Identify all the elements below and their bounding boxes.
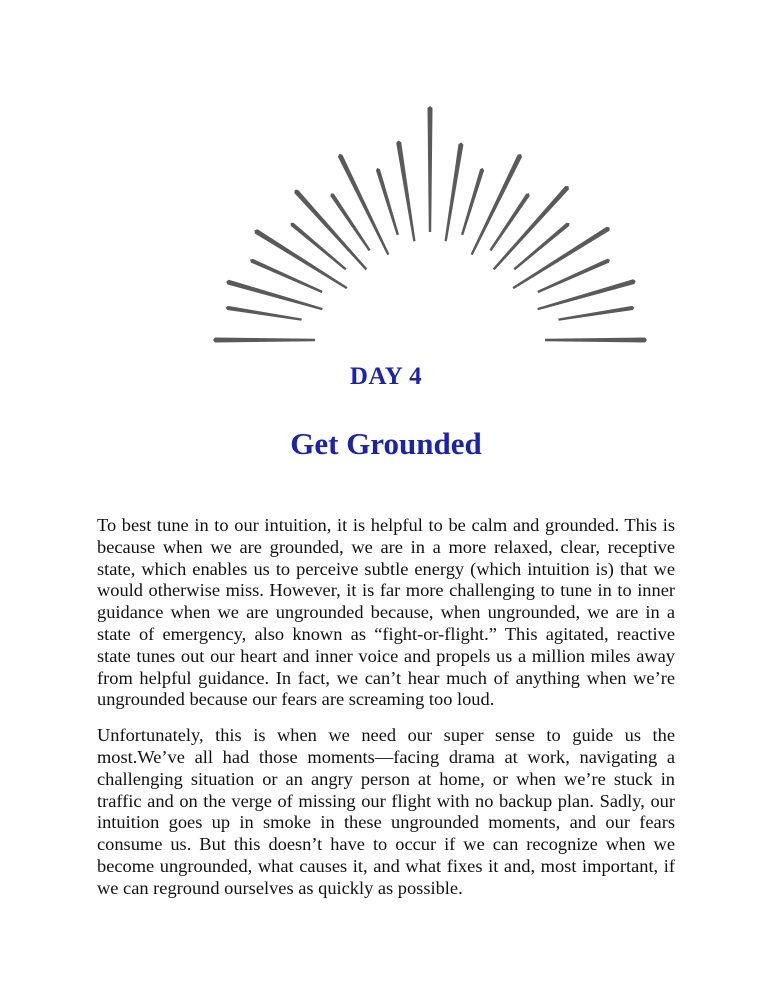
chapter-title: Get Grounded	[290, 426, 482, 461]
sun-ray-11	[396, 141, 415, 242]
paragraph-2: Unfortunately, this is when we need our super sense to guide us the most.We’ve all had those moments—facing drama at work, navigating a challenging situation or an angry person at home, or when we’re stuck in traffic and on the verge of missing our flight with no backup plan. Sadly, our intuition goes up in smoke in these ungrounded moments, and our fears consume us. But this doesn’t have to occur if we can recognize when we become ungrounded, what causes it, and what fixes it and, most important, if we can reground ourselves as quickly as possible.	[97, 725, 675, 898]
sun-ray-12	[428, 106, 433, 232]
day-label: DAY 4	[349, 363, 423, 390]
sunburst-ornament	[0, 0, 772, 360]
sun-ray-13	[445, 143, 464, 242]
sun-ray-18	[514, 223, 570, 271]
sun-ray-20	[537, 259, 610, 293]
sun-ray-10	[376, 168, 399, 235]
sun-ray-2	[226, 306, 302, 321]
sun-ray-22	[558, 306, 634, 321]
paragraph-1: To best tune in to our intuition, it is helpful to be calm and grounded. This is because when we are grounded, we are in a more relaxed, clear, receptive state, which enables us to perceive subtle energy (which intuition is) that we would otherwise miss. However, it is far more challenging to tune in to inner guidance when we are ungrounded because, when ungrounded, we are in a state of emergency, also known as “fight-or-flight.” This agitated, reactive state tunes out our heart and inner voice and propels us a million miles away from helpful guidance. In fact, we can’t hear much of anything when we’re ungrounded because our fears are screaming too loud.	[97, 515, 675, 710]
body-text	[97, 515, 675, 914]
sun-ray-23	[545, 338, 647, 343]
sun-ray-6	[291, 223, 347, 271]
sun-ray-21	[537, 279, 635, 310]
sun-ray-1	[213, 338, 315, 343]
sun-ray-14	[461, 168, 484, 235]
sun-ray-4	[250, 259, 323, 293]
